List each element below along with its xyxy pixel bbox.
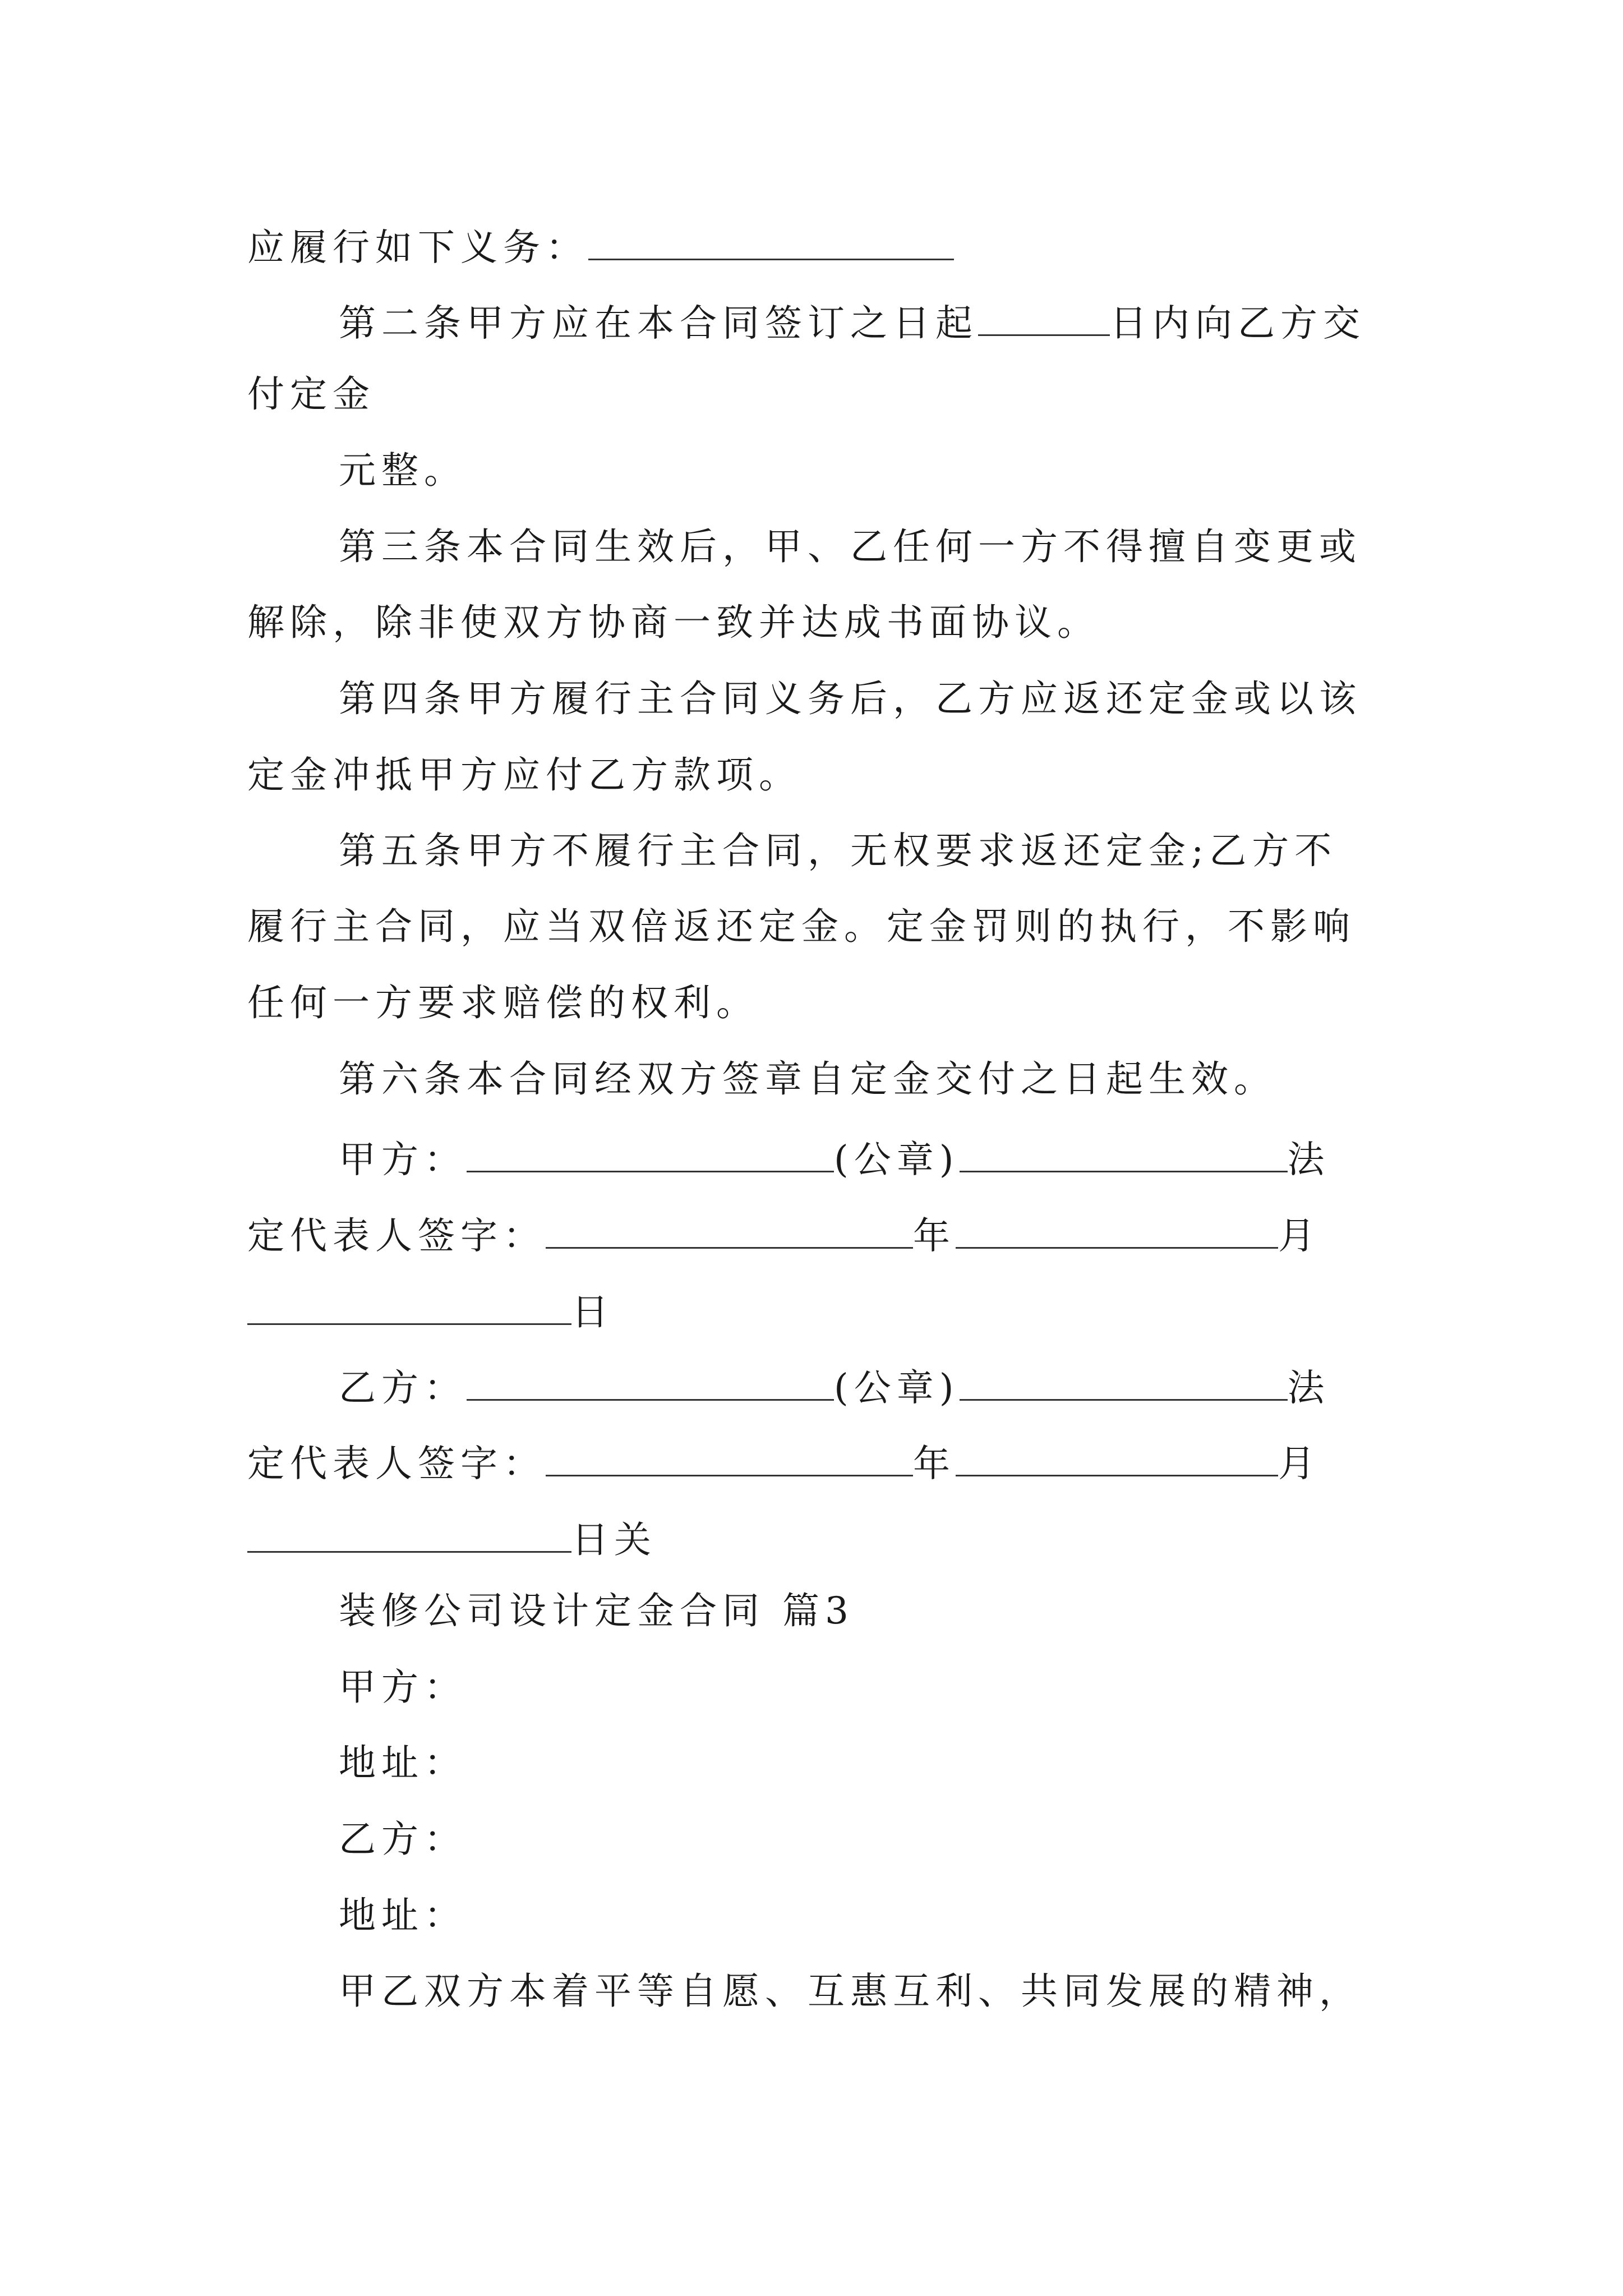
fill-in-blank bbox=[960, 1137, 1288, 1172]
fill-in-blank bbox=[588, 224, 954, 260]
party-b-date-line bbox=[247, 1517, 657, 1562]
party-b-name-blank bbox=[467, 1365, 834, 1401]
day-label: 日关 bbox=[571, 1518, 657, 1562]
text-line bbox=[247, 224, 954, 269]
fill-in-blank bbox=[978, 300, 1110, 336]
seal-label: (公章) bbox=[834, 1138, 960, 1181]
party-a-name-blank bbox=[467, 1137, 834, 1172]
clause-3-line: 第三条本合同生效后，甲、乙任何一方不得擅自变更或 bbox=[339, 525, 1362, 568]
text-segment: 法 bbox=[1287, 1366, 1330, 1410]
section-heading: 装修公司设计定金合同 篇3 bbox=[339, 1589, 854, 1632]
text-segment: 日内向乙方交 bbox=[1110, 301, 1366, 345]
text-line: 履行主合同，应当双倍返还定金。定金罚则的执行，不影响 bbox=[247, 905, 1355, 948]
day-blank bbox=[247, 1289, 571, 1325]
fill-in-blank bbox=[960, 1365, 1288, 1401]
representative-label: 定代表人签字： bbox=[247, 1214, 546, 1258]
month-label: 月 bbox=[1278, 1214, 1321, 1258]
year-label: 年 bbox=[913, 1442, 956, 1485]
party-b-field: 乙方： bbox=[339, 1818, 467, 1861]
party-a-line bbox=[339, 1137, 1330, 1179]
text-line: 解除，除非使双方协商一致并达成书面协议。 bbox=[247, 601, 1100, 644]
day-blank bbox=[247, 1517, 571, 1553]
party-a-field: 甲方： bbox=[339, 1665, 467, 1709]
text-segment: 第二条甲方应在本合同签订之日起 bbox=[339, 301, 978, 345]
month-blank bbox=[956, 1213, 1278, 1249]
representative-label: 定代表人签字： bbox=[247, 1442, 546, 1485]
signature-blank bbox=[546, 1441, 913, 1476]
text-segment: 应履行如下义务： bbox=[247, 226, 588, 269]
clause-5-line: 第五条甲方不履行主合同，无权要求返还定金;乙方不 bbox=[339, 829, 1338, 872]
party-b-label: 乙方： bbox=[339, 1366, 467, 1410]
text-line: 元整。 bbox=[339, 449, 467, 492]
text-line: 付定金 bbox=[247, 372, 375, 416]
day-label: 日 bbox=[571, 1290, 614, 1334]
party-a-label: 甲方： bbox=[339, 1138, 467, 1181]
address-field: 地址： bbox=[339, 1894, 467, 1937]
signature-blank bbox=[546, 1213, 913, 1249]
month-blank bbox=[956, 1441, 1278, 1476]
year-label: 年 bbox=[913, 1214, 956, 1258]
clause-4-line: 第四条甲方履行主合同义务后，乙方应返还定金或以该 bbox=[339, 677, 1362, 720]
clause-2-line bbox=[339, 300, 1366, 345]
party-b-line bbox=[339, 1365, 1330, 1410]
party-a-date-line bbox=[247, 1289, 614, 1334]
party-a-representative-line bbox=[247, 1213, 1321, 1258]
month-label: 月 bbox=[1278, 1442, 1321, 1485]
text-line: 定金冲抵甲方应付乙方款项。 bbox=[247, 753, 801, 797]
text-line: 任何一方要求赔偿的权利。 bbox=[247, 981, 759, 1024]
clause-6-line: 第六条本合同经双方签章自定金交付之日起生效。 bbox=[339, 1057, 1276, 1101]
text-segment: 法 bbox=[1287, 1138, 1330, 1181]
party-b-representative-line bbox=[247, 1441, 1321, 1483]
preamble-line: 甲乙双方本着平等自愿、互惠互利、共同发展的精神， bbox=[339, 1970, 1362, 2013]
address-field: 地址： bbox=[339, 1741, 467, 1784]
seal-label: (公章) bbox=[834, 1366, 960, 1410]
